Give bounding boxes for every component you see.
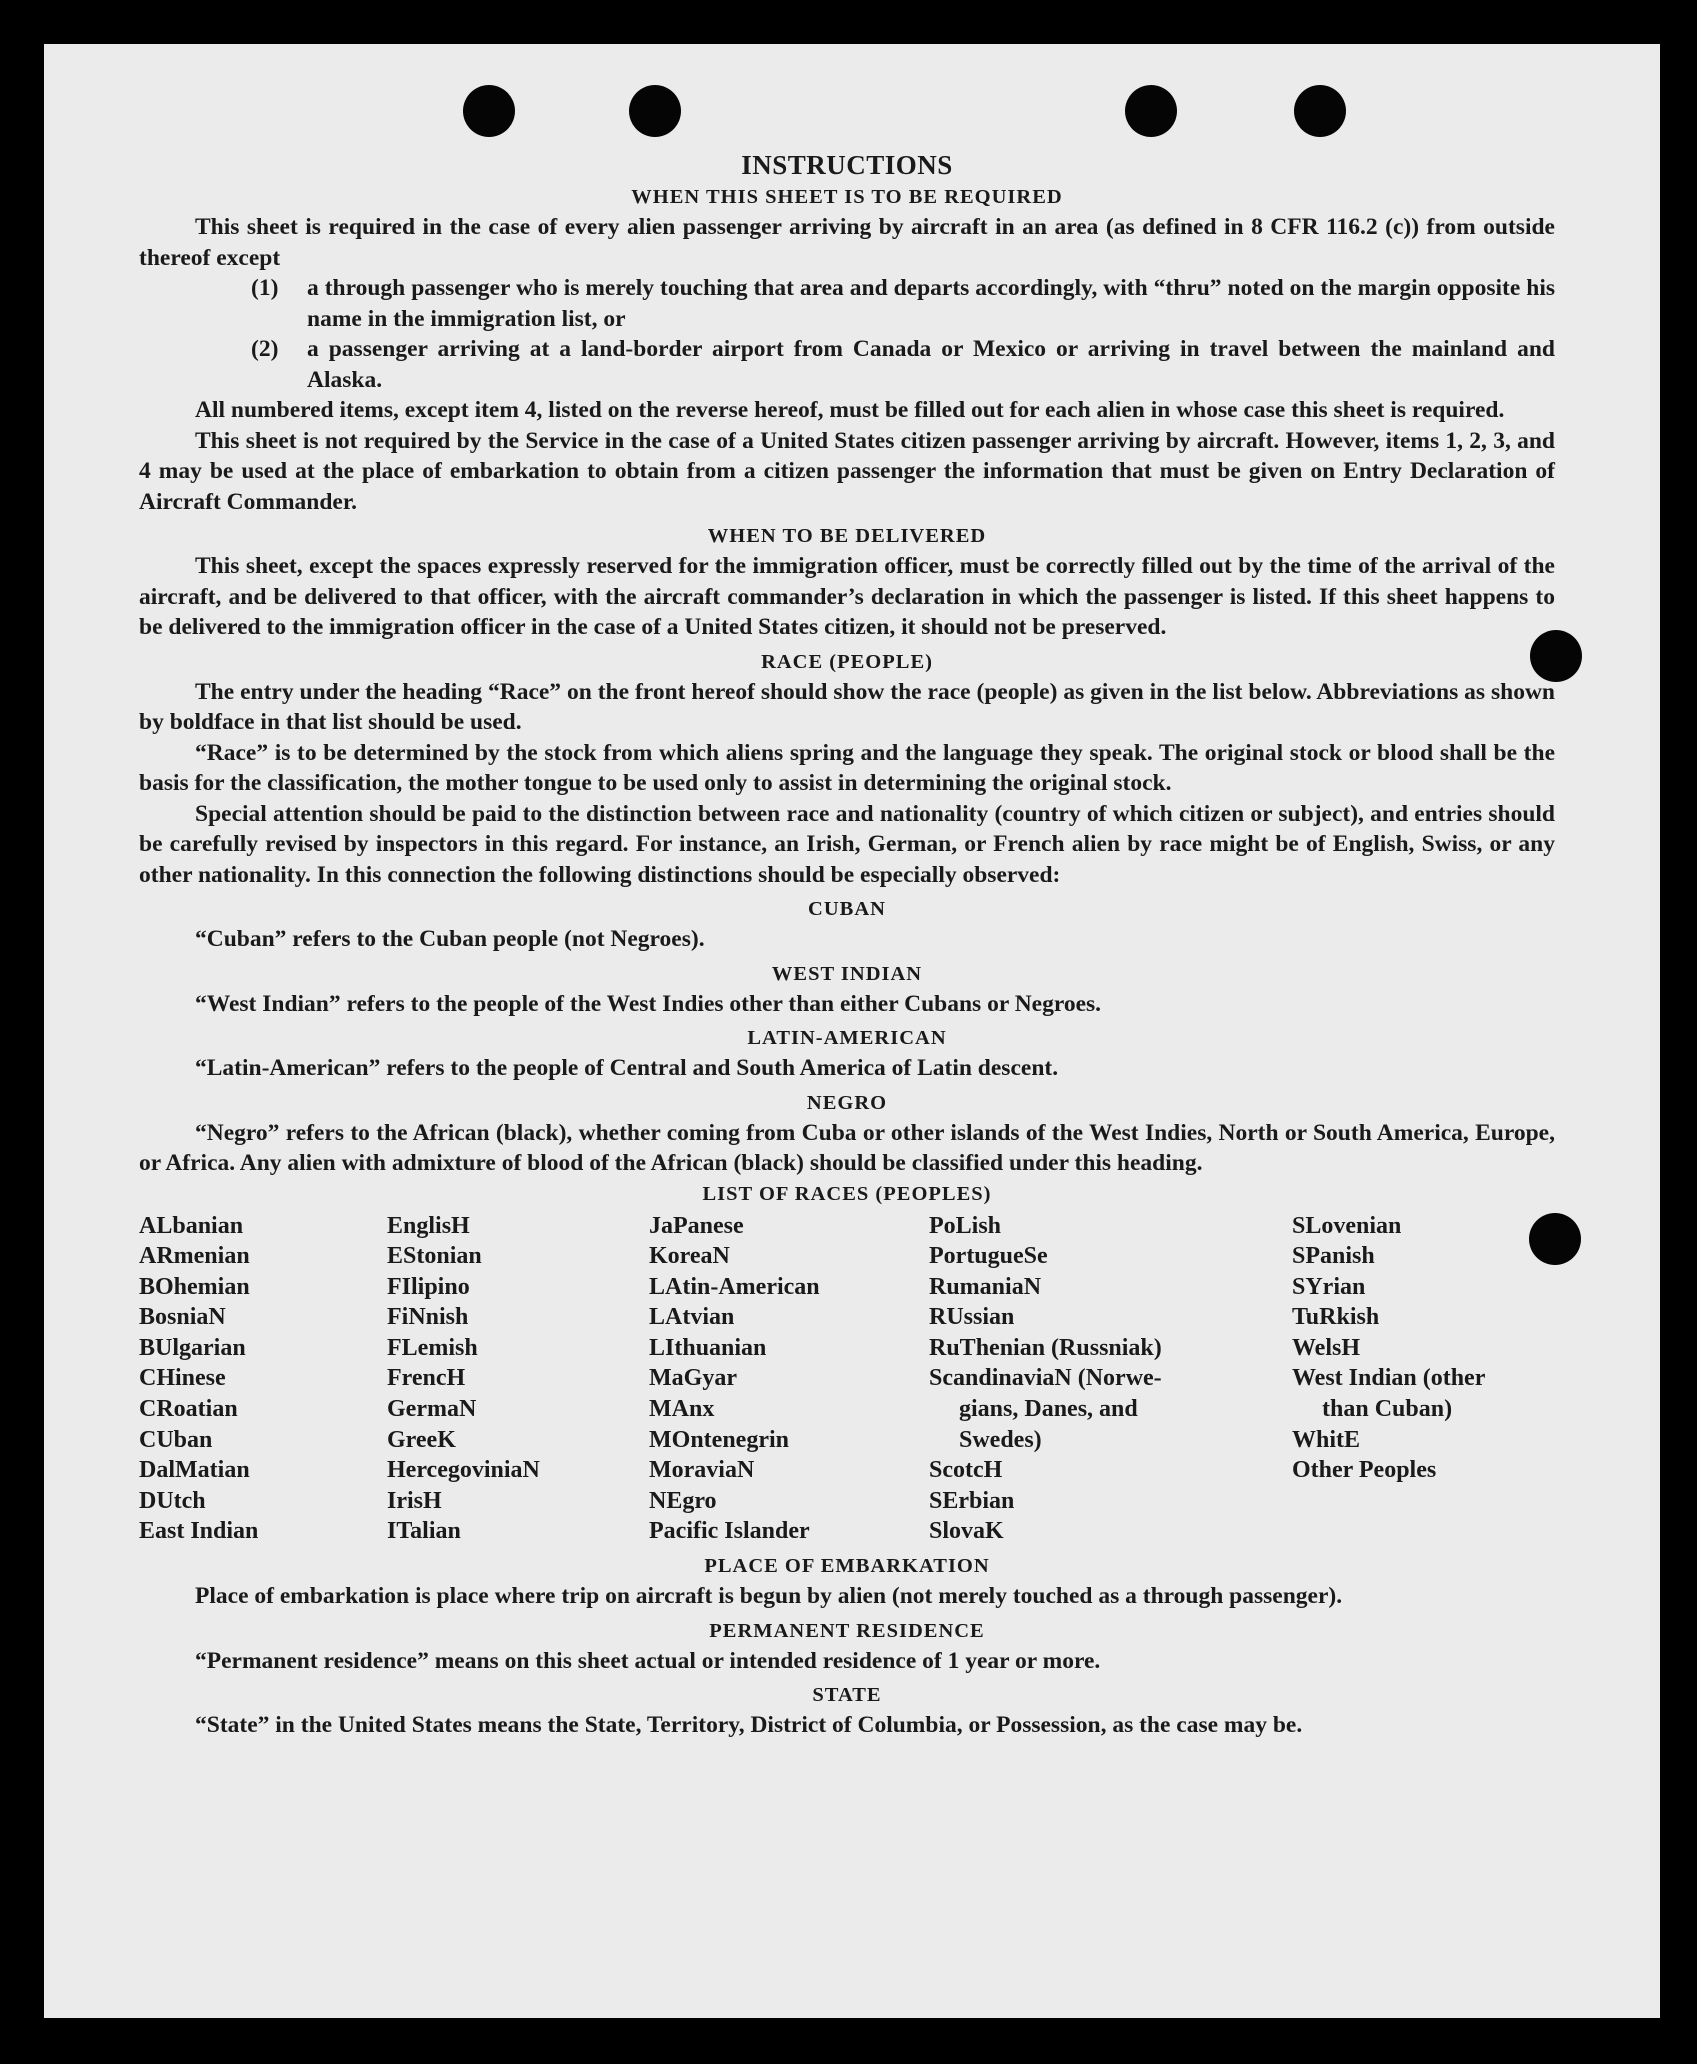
page-title: INSTRUCTIONS — [741, 150, 953, 180]
race-entry: gians, Danes, and — [959, 1396, 1138, 1423]
race-entry: ScotcH — [929, 1457, 1003, 1484]
race-entry: LAtvian — [649, 1304, 735, 1331]
race-entry: West Indian (other — [1292, 1365, 1486, 1392]
race-entry: East Indian — [139, 1518, 259, 1545]
race-entry: MAnx — [649, 1396, 715, 1423]
exception-number: (1) — [251, 275, 279, 301]
punch-hole — [1294, 85, 1346, 137]
paragraph-citizen: This sheet is not required by the Service in the case of a United States citizen passenger arriving by aircraft. However, items 1, 2, 3, and 4 may be used at the place of embarkation to obtain from a citizen passenger the information that must be given on Entry Declaration of Aircraft Commander. — [139, 427, 1555, 515]
race-entry: RumaniaN — [929, 1273, 1042, 1300]
heading-when-delivered: WHEN TO BE DELIVERED — [707, 525, 987, 547]
race-entry: ITalian — [387, 1518, 461, 1545]
race-entry: BOhemian — [139, 1273, 250, 1300]
race-entry: FiNnish — [387, 1304, 469, 1331]
race-entry: RuThenian (Russniak) — [929, 1334, 1162, 1361]
race-entry: Swedes) — [959, 1426, 1042, 1453]
race-entry: SLovenian — [1292, 1212, 1402, 1239]
race-entry: SlovaK — [929, 1518, 1004, 1545]
race-entry: BosniaN — [139, 1304, 226, 1331]
paragraph-west-indian: “West Indian” refers to the people of the West Indies other than either Cubans or Negroes. — [195, 990, 1102, 1017]
race-entry: PoLish — [929, 1212, 1002, 1239]
race-entry: ScandinaviaN (Norwe- — [929, 1365, 1162, 1392]
punch-hole — [1125, 85, 1177, 137]
race-entry: TuRkish — [1292, 1304, 1380, 1331]
race-entry: FLemish — [387, 1334, 478, 1361]
race-entry: JaPanese — [649, 1212, 744, 1239]
paragraph-negro: “Negro” refers to the African (black), whether coming from Cuba or other islands of the West Indies, North or South America, Europe, or Africa. Any alien with admixture of blood of the African (black) should be classified under this heading. — [139, 1119, 1555, 1176]
paragraph-required-intro: This sheet is required in the case of every alien passenger arriving by aircraft in an area (as defined in 8 CFR 116.2 (c)) from outside thereof except — [139, 214, 1555, 271]
race-entry: Pacific Islander — [649, 1518, 810, 1545]
instructions-body — [139, 148, 1555, 1741]
race-entry: ARmenian — [139, 1243, 250, 1270]
race-entry: GermaN — [387, 1396, 477, 1423]
race-entry: NEgro — [649, 1487, 717, 1514]
paragraph-race-nationality: Special attention should be paid to the distinction between race and nationality (country of which citizen or subject), and entries should be carefully revised by inspectors in this regard. For instance, an Irish, German, or French alien by race might be of English, Swiss, or any other nationality. In this connection the following distinctions should be especially observed: — [139, 800, 1555, 888]
heading-latin-american: LATIN-AMERICAN — [747, 1027, 947, 1049]
race-entry: PortugueSe — [929, 1243, 1048, 1270]
exception-item — [251, 273, 1555, 334]
heading-west-indian: WEST INDIAN — [771, 962, 923, 985]
paragraph-state: “State” in the United States means the State, Territory, District of Columbia, or Possession, as the case may be. — [195, 1712, 1303, 1739]
race-column — [929, 1211, 1292, 1548]
race-column — [387, 1211, 649, 1548]
race-entry: FIlipino — [387, 1273, 470, 1300]
race-entry: GreeK — [387, 1426, 456, 1453]
race-entry: IrisH — [387, 1487, 442, 1514]
race-entry: LAtin-American — [649, 1273, 820, 1300]
race-entry: DUtch — [139, 1487, 206, 1514]
heading-negro: NEGRO — [806, 1091, 888, 1114]
race-entry: BUlgarian — [139, 1334, 246, 1361]
race-entry: CHinese — [139, 1365, 226, 1392]
race-entry: MOntenegrin — [649, 1426, 789, 1453]
race-entry: WelsH — [1292, 1334, 1361, 1361]
race-entry: RUssian — [929, 1304, 1015, 1331]
race-column — [1292, 1211, 1555, 1548]
race-entry: EStonian — [387, 1243, 482, 1270]
heading-when-required: WHEN THIS SHEET IS TO BE REQUIRED — [631, 186, 1063, 208]
race-entry: DalMatian — [139, 1457, 250, 1484]
heading-state: STATE — [812, 1684, 882, 1707]
paragraph-embarkation: Place of embarkation is place where trip on aircraft is begun by alien (not merely touched as a through passenger). — [195, 1583, 1343, 1610]
paragraph-race-entry: The entry under the heading “Race” on the front hereof should show the race (people) as given in the list below. Abbreviations as shown by boldface in that list should be used. — [139, 678, 1555, 735]
exception-item — [251, 334, 1555, 395]
heading-permanent-residence: PERMANENT RESIDENCE — [709, 1619, 985, 1642]
heading-embarkation: PLACE OF EMBARKATION — [704, 1555, 990, 1578]
race-entry: SYrian — [1292, 1273, 1366, 1300]
race-entry: CUban — [139, 1426, 213, 1453]
race-entry: SPanish — [1292, 1243, 1375, 1270]
race-entry: FrencH — [387, 1365, 466, 1392]
race-entry: LIthuanian — [649, 1334, 767, 1361]
race-list — [139, 1211, 1555, 1548]
exception-text: a passenger arriving at a land-border airport from Canada or Mexico or arriving in travel between the mainland and Alaska. — [307, 336, 1555, 393]
paragraph-delivery: This sheet, except the spaces expressly reserved for the immigration officer, must be correctly filled out by the time of the arrival of the aircraft, and be delivered to that officer, with the aircraft commander’s declaration in which the passenger is listed. If this sheet happens to be delivered to the immigration officer in the case of a United States citizen, it should not be preserved. — [139, 553, 1555, 640]
race-entry: EnglisH — [387, 1212, 470, 1239]
heading-cuban: CUBAN — [808, 898, 886, 920]
paragraph-permanent-residence: “Permanent residence” means on this sheet actual or intended residence of 1 year or more. — [195, 1647, 1101, 1674]
race-entry: HercegoviniaN — [387, 1457, 540, 1484]
paragraph-numbered-items: All numbered items, except item 4, listed on the reverse hereof, must be filled out for each alien in whose case this sheet is required. — [195, 397, 1505, 423]
exception-number: (2) — [251, 336, 279, 362]
race-entry: MoraviaN — [649, 1457, 755, 1484]
document-page — [44, 44, 1660, 2018]
punch-hole — [629, 85, 681, 137]
race-entry: SErbian — [929, 1487, 1015, 1514]
paragraph-race-definition: “Race” is to be determined by the stock from which aliens spring and the language they speak. The original stock or blood shall be the basis for the classification, the mother tongue to be used only to assist in determining the original stock. — [139, 739, 1555, 796]
heading-list-of-races: LIST OF RACES (PEOPLES) — [702, 1182, 992, 1205]
exception-text: a through passenger who is merely touching that area and departs accordingly, with “thru” noted on the margin opposite his name in the immigration list, or — [307, 275, 1555, 332]
paragraph-cuban: “Cuban” refers to the Cuban people (not Negroes). — [195, 926, 705, 952]
race-entry: than Cuban) — [1322, 1396, 1453, 1423]
race-entry: WhitE — [1292, 1426, 1361, 1453]
race-entry: ALbanian — [139, 1212, 244, 1239]
race-entry: CRoatian — [139, 1396, 238, 1423]
heading-race: RACE (PEOPLE) — [761, 650, 933, 673]
race-entry: MaGyar — [649, 1365, 737, 1392]
race-entry: Other Peoples — [1292, 1457, 1437, 1484]
race-column — [139, 1211, 387, 1548]
race-entry: KoreaN — [649, 1243, 730, 1270]
paragraph-latin-american: “Latin-American” refers to the people of Central and South America of Latin descent. — [195, 1055, 1059, 1081]
race-column — [649, 1211, 929, 1548]
punch-hole — [463, 85, 515, 137]
